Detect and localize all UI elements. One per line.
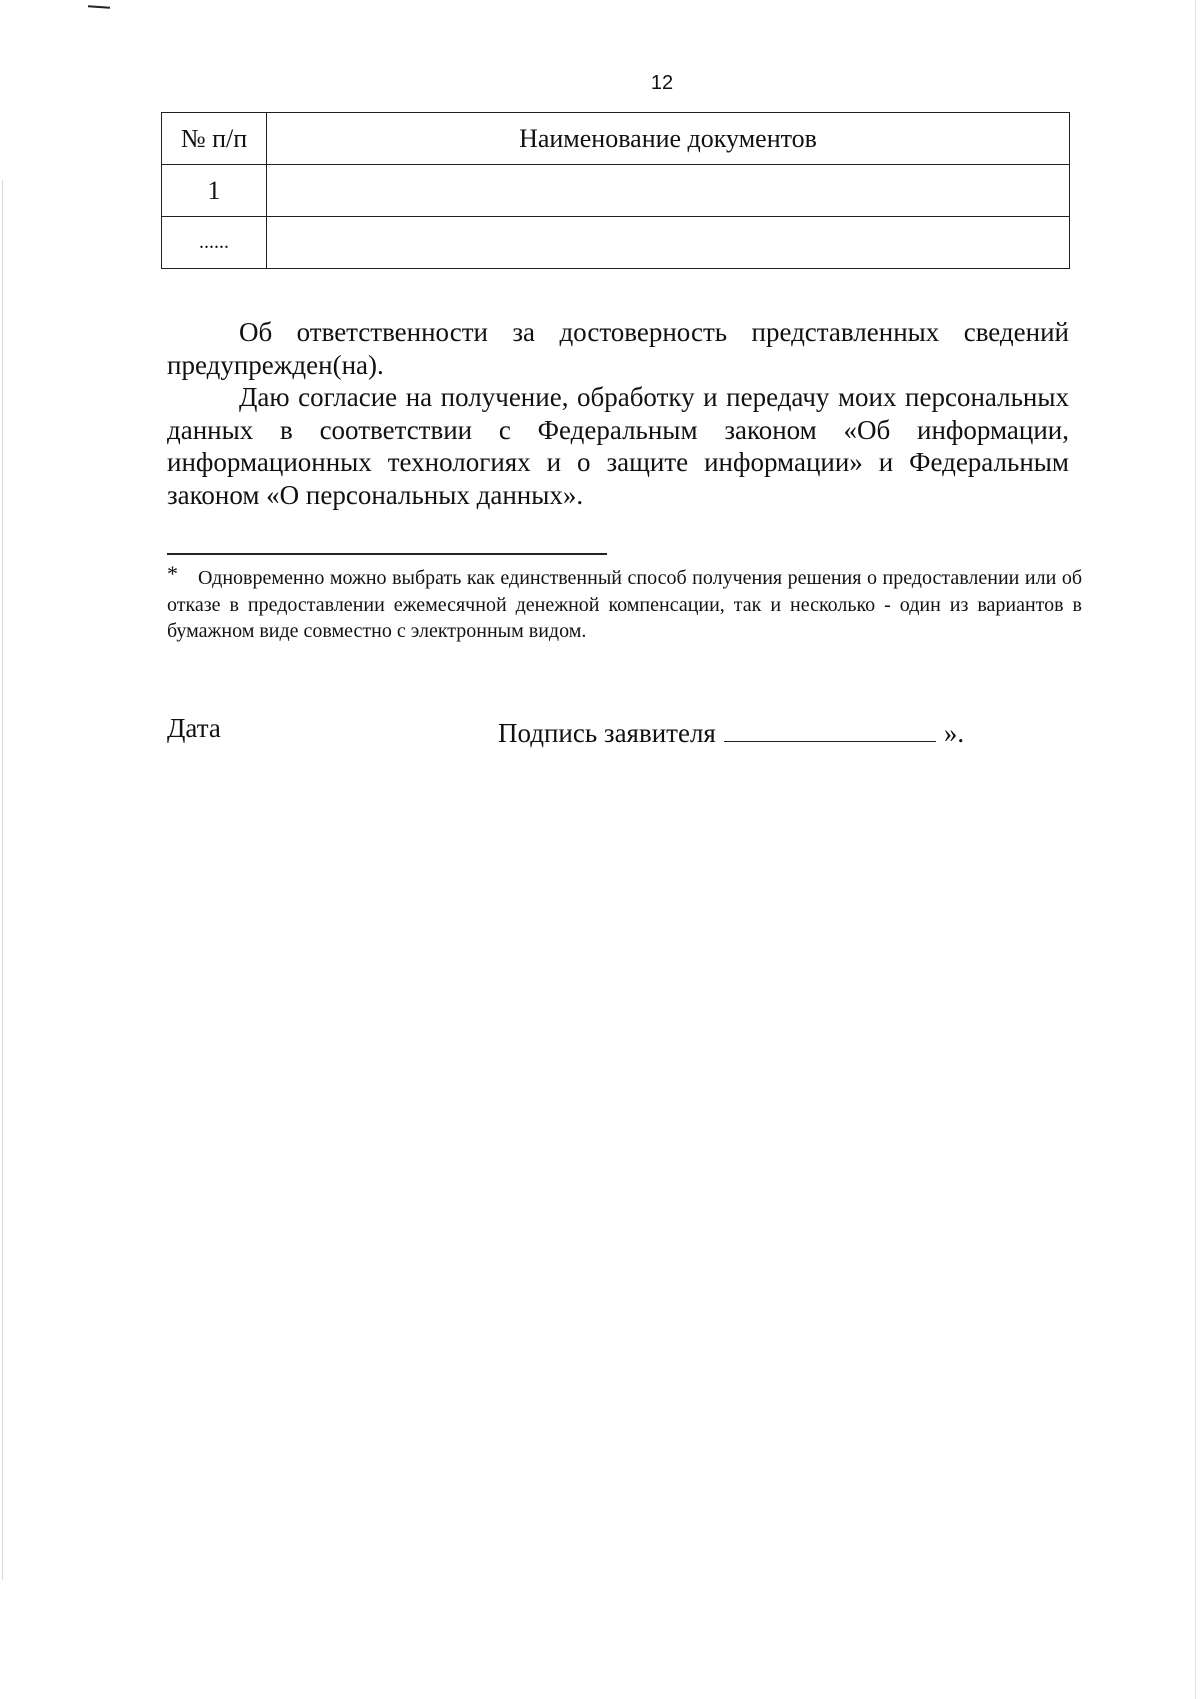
footnote-text: Одновременно можно выбрать как единственный способ получения решения о предоставлении или об отказе в предоставлении ежемесячной денежной компенсации, так и несколько - один из вариантов в бумажном виде совместно с электронным видом. xyxy=(167,567,1082,642)
scan-artifact-mark xyxy=(88,5,110,9)
table-row xyxy=(162,165,1070,217)
table-row xyxy=(162,217,1070,269)
documents-table xyxy=(161,112,1070,269)
scan-edge-left xyxy=(2,180,3,1580)
signature-closing: ». xyxy=(943,718,965,748)
declaration-text xyxy=(167,316,1069,511)
document-name-cell xyxy=(267,217,1070,269)
footnote-marker: * xyxy=(167,561,178,586)
footnote-separator xyxy=(167,553,607,555)
row-number-cell: 1 xyxy=(162,165,267,217)
scan-edge-right xyxy=(1195,0,1196,1699)
responsibility-paragraph: Об ответственности за достоверность представленных сведений предупрежден(на). xyxy=(167,317,1069,380)
date-label: Дата xyxy=(167,713,221,743)
document-name-cell xyxy=(267,165,1070,217)
row-number-cell: ...... xyxy=(162,217,267,269)
signature-line[interactable] xyxy=(724,713,936,742)
footnote xyxy=(167,561,1082,645)
header-cell-document-name: Наименование документов xyxy=(267,113,1070,165)
header-cell-number: № п/п xyxy=(162,113,267,165)
page-number: 12 xyxy=(650,72,674,94)
signature-block xyxy=(498,713,964,749)
consent-paragraph: Даю согласие на получение, обработку и передачу моих персональных данных в соответствии с Федеральным законом «Об информации, информационных технологиях и о защите информации» и Федеральным законом «О персональных данных». xyxy=(167,382,1069,510)
table-header-row xyxy=(162,113,1070,165)
signature-label: Подпись заявителя xyxy=(498,718,716,748)
